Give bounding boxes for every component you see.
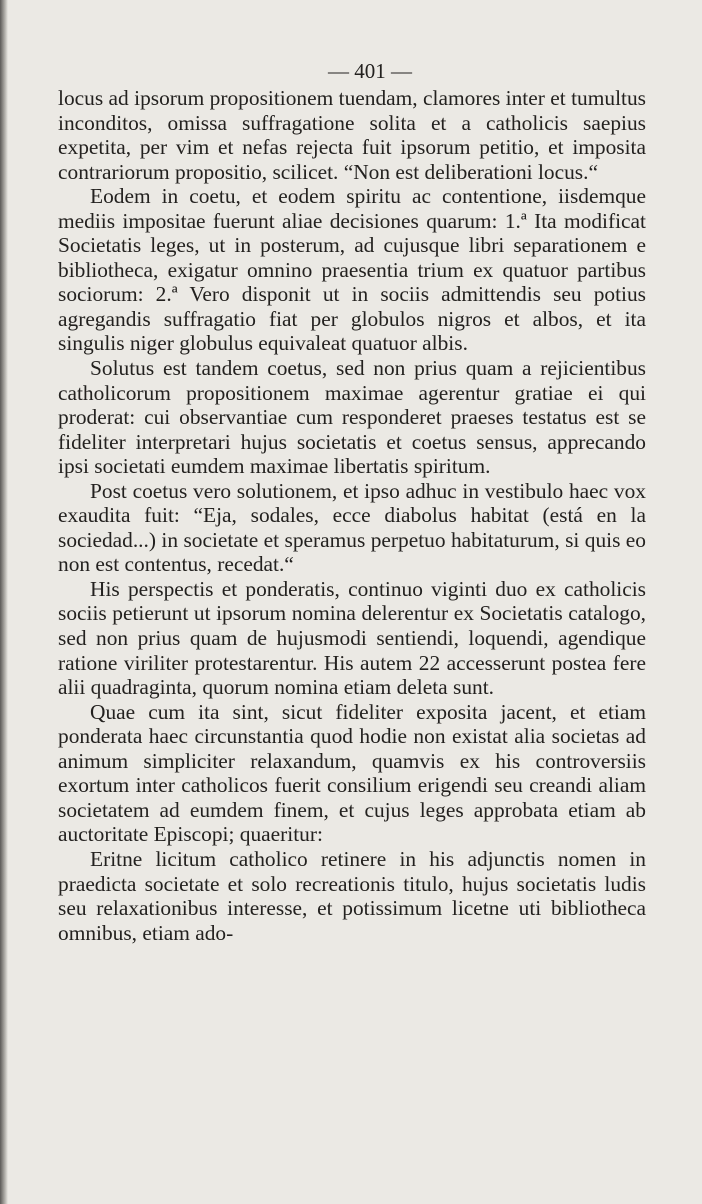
paragraph-5: His perspectis et ponderatis, continuo viginti duo ex catholicis sociis petierunt ut ipsorum nomina delerentur ex Societatis catalogo, sed non prius quam de hujusmodi sentiendi, loquendi, agendique ratione viriliter protestarentur. His autem 22 accesserunt postea fere alii quadraginta, quorum nomina etiam deleta sunt.: [58, 576, 646, 700]
paragraph-1: locus ad ipsorum propositionem tuendam, clamores inter et tumultus inconditos, omissa suffragatione solita et a catholicis saepius expetita, per vim et nefas rejecta fuit ipsorum petitio, et imposita contrariorum propositio, scilicet. “Non est deliberationi locus.“: [58, 86, 646, 184]
book-page: [58, 56, 646, 945]
paragraph-3: Solutus est tandem coetus, sed non prius quam a rejicientibus catholicorum propositionem maximae agerentur gratiae ei qui proderat: cui observantiae cum responderet praeses testatus est se fideliter interpretari hujus societatis et coetus sensus, apprecando ipsi societati eumdem maximae libertatis spiritum.: [58, 356, 646, 479]
paragraph-7: Eritne licitum catholico retinere in his adjunctis nomen in praedicta societate et solo recreationis titulo, hujus societatis ludis seu relaxationibus interesse, et potissimum licetne uti bibliotheca omnibus, etiam ado-: [58, 846, 646, 945]
paragraph-4: Post coetus vero solutionem, et ipso adhuc in vestibulo haec vox exaudita fuit: “Eja, sodales, ecce diabolus habitat (está en la sociedad...) in societate et speramus perpetuo habitaturum, si quis eo non est contentus, recedat.“: [58, 478, 646, 577]
page-binding-edge: [0, 0, 8, 1204]
page-number: — 401 —: [328, 59, 412, 83]
paragraph-6: Quae cum ita sint, sicut fideliter exposita jacent, et etiam ponderata haec circunstantia quod hodie non existat alia societas ad animum simpliciter relaxandum, quamvis ex his controversiis exortum inter catholicos fuerit consilium erigendi seu creandi aliam societatem ad eumdem finem, et cujus leges approbata etiam ab auctoritate Episcopi; quaeritur:: [58, 699, 646, 847]
paragraph-2: Eodem in coetu, et eodem spiritu ac contentione, iisdemque mediis impositae fuerunt aliae decisiones quarum: 1.ª Ita modificat Societatis leges, ut in posterum, ad cujusque libri separationem e bibliotheca, exigatur omnino praesentia trium ex quatuor partibus sociorum: 2.ª Vero disponit ut in sociis admittendis seu potius agregandis suffragatio fiat per globulos nigros et albos, et ita singulis niger globulus equivaleat quatuor albis.: [58, 184, 646, 356]
